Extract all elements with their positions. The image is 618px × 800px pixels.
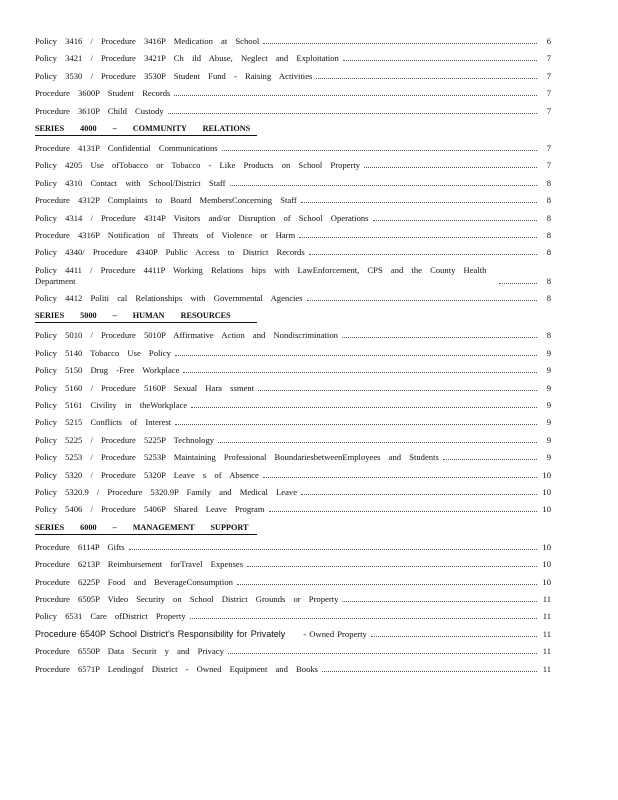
toc-page-number: 10 bbox=[542, 576, 551, 587]
toc-page-number: 10 bbox=[542, 541, 551, 552]
dot-leader bbox=[342, 337, 537, 338]
toc-entry[interactable] bbox=[35, 383, 551, 394]
series-heading bbox=[35, 123, 551, 136]
dot-leader bbox=[190, 618, 538, 619]
toc-page-number: 7 bbox=[546, 53, 551, 64]
toc-entry[interactable] bbox=[35, 160, 551, 171]
toc-page-number: 7 bbox=[546, 105, 551, 116]
toc-entry[interactable] bbox=[35, 487, 551, 498]
dot-leader bbox=[316, 78, 537, 79]
toc-entry[interactable] bbox=[35, 178, 551, 189]
toc-page-number: 7 bbox=[546, 160, 551, 171]
toc-entry[interactable] bbox=[35, 143, 551, 154]
toc-page-number: 8 bbox=[546, 229, 551, 240]
toc-entry-title: Procedure 6225P Food and BeverageConsumption bbox=[35, 576, 233, 587]
toc-entry-title: Policy 4411 / Procedure 4411P Working Relations hips with LawEnforcement, CPS and the County Health Department bbox=[35, 264, 487, 286]
toc-page-number: 10 bbox=[542, 504, 551, 515]
dot-leader bbox=[299, 237, 537, 238]
toc-page-number: 9 bbox=[546, 434, 551, 445]
toc-entry-title: Policy 5010 / Procedure 5010P Affirmative Action and Nondiscrimination bbox=[35, 330, 338, 341]
toc-entry-title: Policy 5160 / Procedure 5160P Sexual Hara ssment bbox=[35, 382, 255, 393]
toc-entry-title: Procedure 6540P School District’s Responsibility for Privately bbox=[35, 628, 286, 639]
toc-page-number: 11 bbox=[542, 628, 551, 639]
toc-page-number: 8 bbox=[546, 275, 551, 286]
toc-page-number: 9 bbox=[546, 452, 551, 463]
toc-entry[interactable] bbox=[35, 36, 551, 47]
toc-entry-title: Policy 3416 / Procedure 3416P Medication at School bbox=[35, 36, 260, 46]
toc-entry[interactable] bbox=[35, 330, 551, 341]
toc-entry-title: Policy 6531 Care ofDistrict Property bbox=[35, 611, 186, 622]
series-heading-text: SERIES 6000 – MANAGEMENT SUPPORT bbox=[35, 522, 257, 535]
toc-page-number: 8 bbox=[546, 247, 551, 258]
toc-page-number: 10 bbox=[542, 469, 551, 480]
toc-entry-title: Policy 5406 / Procedure 5406P Shared Leave Program bbox=[35, 504, 265, 515]
toc-page-number: 8 bbox=[546, 212, 551, 223]
toc-entry[interactable] bbox=[35, 504, 551, 515]
dot-leader bbox=[322, 671, 537, 672]
dot-leader bbox=[443, 459, 537, 460]
dot-leader bbox=[174, 95, 537, 96]
toc-entry[interactable] bbox=[35, 71, 551, 82]
dot-leader bbox=[247, 566, 537, 567]
toc-entry-title: Procedure 4131P Confidential Communications bbox=[35, 142, 218, 153]
dot-leader bbox=[371, 636, 537, 637]
toc-page-number: 9 bbox=[546, 417, 551, 428]
dot-leader bbox=[269, 511, 537, 512]
toc-entry[interactable] bbox=[35, 417, 551, 428]
toc-entry[interactable] bbox=[35, 435, 551, 446]
toc-entry-title: Policy 3421 / Procedure 3421P Ch ild Abuse, Neglect and Exploitation bbox=[35, 53, 339, 64]
toc-page-number: 8 bbox=[546, 177, 551, 188]
toc-entry-title-cont: - Owned Property bbox=[303, 628, 367, 639]
toc-page-number: 11 bbox=[542, 663, 551, 674]
series-heading-text: SERIES 5000 – HUMAN RESOURCES bbox=[35, 310, 257, 323]
toc-entry-title: Procedure 6114P Gifts bbox=[35, 541, 125, 552]
toc-entry-title: Procedure 6505P Video Security on School District Grounds or Property bbox=[35, 593, 339, 604]
toc-entry-title: Procedure 3610P Child Custody bbox=[35, 105, 164, 116]
dot-leader bbox=[263, 477, 537, 478]
toc-entry[interactable] bbox=[35, 629, 551, 640]
toc-entry-title: Policy 4314 / Procedure 4314P Visitors and/or Disruption of School Operations bbox=[35, 212, 369, 223]
toc-entry-title: Procedure 6550P Data Securit y and Privacy bbox=[35, 646, 224, 657]
toc-page-number: 8 bbox=[546, 195, 551, 206]
dot-leader bbox=[230, 185, 538, 186]
toc-page-number: 10 bbox=[542, 559, 551, 570]
toc-entry[interactable] bbox=[35, 213, 551, 224]
toc-entry-title: Procedure 4312P Complaints to Board MembersConcerning Staff bbox=[35, 195, 297, 206]
toc-entry-title: Procedure 3600P Student Records bbox=[35, 88, 171, 99]
toc-page-number: 9 bbox=[546, 365, 551, 376]
toc-entry[interactable] bbox=[35, 577, 551, 588]
toc-entry[interactable] bbox=[35, 230, 551, 241]
toc-entry-title: Policy 5320 / Procedure 5320P Leave s of Absence bbox=[35, 469, 259, 480]
toc-page-number: 11 bbox=[542, 611, 551, 622]
toc-entry[interactable] bbox=[35, 664, 551, 675]
toc-page-number: 8 bbox=[546, 293, 551, 304]
toc-page-number: 6 bbox=[546, 36, 551, 46]
dot-leader bbox=[309, 254, 537, 255]
toc-entry-title: Policy 5140 Tobacco Use Policy bbox=[35, 347, 171, 358]
toc-entry[interactable] bbox=[35, 195, 551, 206]
toc-entry[interactable] bbox=[35, 559, 551, 570]
toc-entry[interactable] bbox=[35, 88, 551, 99]
toc-entry-title: Procedure 4316P Notification of Threats of Violence or Harm bbox=[35, 229, 296, 240]
toc-entry[interactable] bbox=[35, 470, 551, 481]
dot-leader bbox=[175, 355, 537, 356]
toc-page-number: 11 bbox=[542, 593, 551, 604]
toc-entry[interactable] bbox=[35, 542, 551, 553]
toc-entry[interactable] bbox=[35, 265, 551, 287]
dot-leader bbox=[237, 584, 537, 585]
toc-page-number: 7 bbox=[546, 142, 551, 153]
toc-entry-title: Policy 5215 Conflicts of Interest bbox=[35, 417, 172, 428]
dot-leader bbox=[168, 113, 537, 114]
dot-leader bbox=[129, 549, 537, 550]
dot-leader bbox=[343, 60, 537, 61]
toc-entry[interactable] bbox=[35, 293, 551, 304]
dot-leader bbox=[175, 424, 537, 425]
toc-entry-title: Procedure 6571P Lendingof District - Owned Equipment and Books bbox=[35, 663, 319, 674]
dot-leader bbox=[364, 167, 537, 168]
toc-entry[interactable] bbox=[35, 247, 551, 258]
dot-leader bbox=[222, 150, 537, 151]
toc-entry[interactable] bbox=[35, 400, 551, 411]
toc-page-number: 9 bbox=[546, 400, 551, 411]
dot-leader bbox=[183, 372, 537, 373]
toc-entry-title: Policy 5320.9 / Procedure 5320.9P Family and Medical Leave bbox=[35, 486, 298, 497]
toc-entry[interactable] bbox=[35, 594, 551, 605]
toc-entry-title: Policy 5225 / Procedure 5225P Technology bbox=[35, 434, 215, 445]
toc-page-number: 7 bbox=[546, 70, 551, 81]
toc-entry[interactable] bbox=[35, 452, 551, 463]
toc-entry-title: Policy 4412 Politi cal Relationships with Governmental Agencies bbox=[35, 293, 303, 304]
dot-leader bbox=[218, 442, 537, 443]
toc-entry-title: Policy 4310 Contact with School/District Staff bbox=[35, 177, 226, 188]
dot-leader bbox=[263, 43, 537, 44]
toc-page-number: 7 bbox=[546, 88, 551, 99]
toc-entry[interactable] bbox=[35, 106, 551, 117]
toc-page-number: 9 bbox=[546, 382, 551, 393]
toc-entry[interactable] bbox=[35, 348, 551, 359]
toc-entry[interactable] bbox=[35, 365, 551, 376]
toc-entry[interactable] bbox=[35, 53, 551, 64]
toc-page-number: 11 bbox=[542, 646, 551, 657]
dot-leader bbox=[301, 494, 537, 495]
dot-leader bbox=[342, 601, 537, 602]
dot-leader bbox=[191, 407, 537, 408]
toc-page-number: 9 bbox=[546, 347, 551, 358]
toc-entry-title: Policy 3530 / Procedure 3530P Student Fund - Raising Activities bbox=[35, 70, 313, 81]
toc-entry-title: Policy 5161 Civility in theWorkplace bbox=[35, 400, 188, 411]
toc-page-number: 10 bbox=[542, 486, 551, 497]
series-heading-text: SERIES 4000 – COMMUNITY RELATIONS bbox=[35, 123, 257, 136]
toc-entry[interactable] bbox=[35, 646, 551, 657]
toc-entry-title: Policy 5150 Drug -Free Workplace bbox=[35, 365, 180, 376]
dot-leader bbox=[228, 653, 537, 654]
dot-leader bbox=[499, 283, 537, 284]
toc-entry[interactable] bbox=[35, 611, 551, 622]
dot-leader bbox=[373, 220, 537, 221]
dot-leader bbox=[258, 390, 537, 391]
dot-leader bbox=[301, 202, 537, 203]
toc-entry-title: Policy 5253 / Procedure 5253P Maintaining Professional BoundariesbetweenEmployees and Students bbox=[35, 452, 439, 463]
toc-entry-title: Procedure 6213P Reimbursement forTravel Expenses bbox=[35, 559, 244, 570]
toc-entry-title: Policy 4340/ Procedure 4340P Public Access to District Records bbox=[35, 247, 305, 258]
series-heading bbox=[35, 522, 551, 535]
toc-page-number: 8 bbox=[546, 330, 551, 341]
toc-entry-title: Policy 4205 Use ofTobacco or Tobacco - Like Products on School Property bbox=[35, 160, 361, 171]
dot-leader bbox=[307, 300, 537, 301]
table-of-contents bbox=[35, 36, 551, 681]
series-heading bbox=[35, 310, 551, 323]
